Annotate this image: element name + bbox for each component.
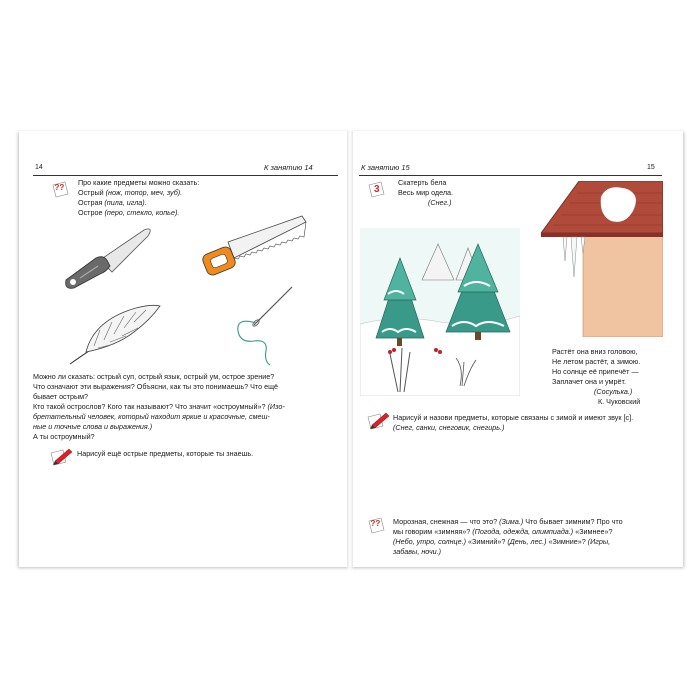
poem-line-3: Но солнце её припечёт —: [552, 367, 639, 376]
riddle-1-answer: (Снег.): [428, 198, 452, 207]
knife-image: [60, 222, 160, 294]
header-rule-left: [33, 175, 338, 176]
page-header-right: К занятию 15: [361, 163, 410, 172]
poem-line-2: Не летом растёт, а зимою.: [552, 357, 641, 366]
question-3-line-4: А ты остроумный?: [33, 432, 95, 441]
draw-task-left: Нарисуй ещё острые предметы, которые ты знаешь.: [77, 449, 254, 458]
question-1-line-3: Острое (перо, стекло, копье).: [78, 208, 180, 217]
riddle-marker-icon: [367, 179, 389, 199]
pencil-marker-icon: [49, 447, 73, 467]
question-marker-icon: [51, 179, 73, 199]
question-1-intro: Про какие предметы можно сказать:: [78, 178, 200, 187]
poem-line-4: Заплачет она и умрёт.: [552, 377, 626, 386]
question-1-line-1: Острый (нож, топор, меч, зуб).: [78, 188, 183, 197]
winter-question-line-2: мы говорим «зимняя»? (Погода, одежда, олимпиада.) «Зимнее»?: [393, 527, 613, 536]
riddle-1-line-2: Весь мир одела.: [398, 188, 454, 197]
page-number-right: 15: [647, 164, 655, 171]
needle-thread-image: [226, 283, 298, 367]
pencil-marker-icon: [366, 411, 390, 431]
roof-icicles-image: [541, 181, 663, 337]
draw-task-right-answer: (Снег, санки, снеговик, снегирь.): [393, 423, 505, 432]
page-header-left: К занятию 14: [264, 163, 313, 172]
winter-question-line-1: Морозная, снежная — что это? (Зима.) Что бывает зимним? Про что: [393, 517, 623, 526]
poem-line-1: Растёт она вниз головою,: [552, 347, 638, 356]
poem-answer: (Сосулька.): [594, 387, 633, 396]
poem-author: К. Чуковский: [598, 397, 641, 406]
winter-trees-image: [360, 228, 520, 396]
svg-text:3: 3: [374, 184, 380, 195]
question-2-line-1: Можно ли сказать: острый суп, острый язык, острый ум, острое зрение?: [33, 372, 275, 381]
question-1-line-2: Острая (пила, игла).: [78, 198, 147, 207]
draw-task-right: Нарисуй и назови предметы, которые связаны с зимой и имеют звук [с].: [393, 413, 634, 422]
svg-text:??: ??: [370, 519, 381, 528]
question-3-line-2: бретательный человек, который находит яркие и красочные, смеш-: [33, 412, 270, 421]
saw-image: [198, 212, 310, 284]
winter-question-line-4: забавы, ночи.): [393, 547, 442, 556]
winter-question-line-3: (Небо, утро, солнце.) «Зимний»? (День, лес.) «Зимние»? (Игры,: [393, 537, 611, 546]
question-marker-icon: [367, 515, 389, 535]
question-2-line-2: Что означают эти выражения? Объясни, как ты это понимаешь? Что ещё: [33, 382, 279, 391]
header-rule-right: [359, 175, 662, 176]
book-gutter: [347, 131, 353, 567]
question-3-line-1: Кто такой острослов? Кого так называют? Что значит «остроумный»? (Изо-: [33, 402, 285, 411]
riddle-1-line-1: Скатерть бела: [398, 178, 447, 187]
question-3-line-3: ные и точные слова и выражения.): [33, 422, 153, 431]
feather-image: [64, 300, 164, 372]
svg-text:??: ??: [54, 183, 65, 192]
page-number-left: 14: [35, 164, 43, 171]
question-2-line-3: бывает острым?: [33, 392, 89, 401]
